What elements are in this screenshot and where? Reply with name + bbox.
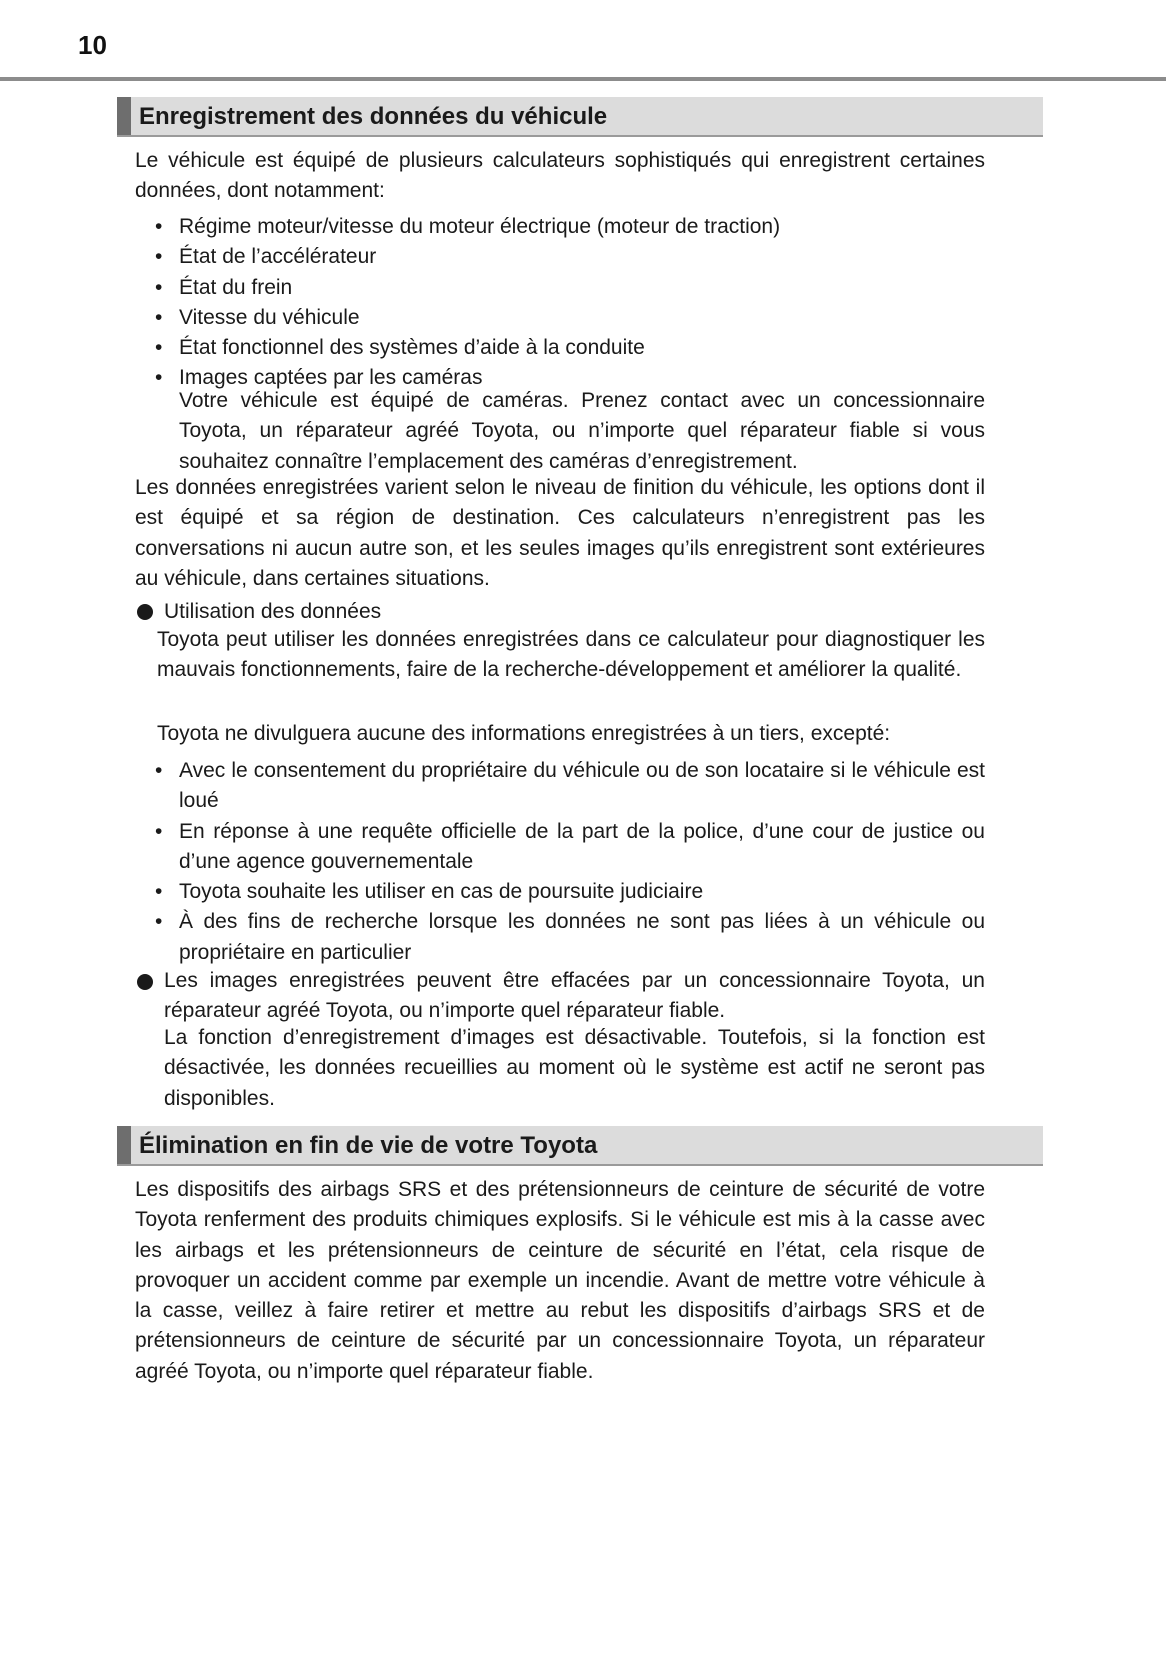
- section-title: Enregistrement des données du véhicule: [139, 103, 608, 130]
- header-divider: [0, 77, 1166, 81]
- list-item: • Vitesse du véhicule: [155, 305, 360, 329]
- recorded-data-list: [155, 212, 985, 394]
- section-title: Élimination en fin de vie de votre Toyota: [139, 1132, 598, 1159]
- disposal-paragraph: Les dispositifs des airbags SRS et des prétensionneurs de ceinture de sécurité de votre Toyota renferment des produits chimiques explosifs. Si le véhicule est mis à la casse avec les airbags et les prétensionneurs de ceinture de sécurité en l’état, cela risque de provoquer un accident comme par exemple un incendie. Avant de mettre votre véhicule à la casse, veillez à faire retirer et mettre au rebut les dispositifs d’airbags SRS et de prétensionneurs de ceinture de sécurité par un concessionnaire Toyota, un réparateur agréé Toyota, ou n’importe quel réparateur fiable.: [135, 1178, 985, 1383]
- list-item: • Images captées par les caméras: [155, 366, 483, 390]
- list-item: • En réponse à une requête officielle de la part de la police, d’une cour de justice ou d’une agence gouvernementale: [155, 819, 985, 873]
- list-item: • État du frein: [155, 275, 293, 299]
- intro-paragraph: Le véhicule est équipé de plusieurs calculateurs sophistiqués qui enregistrent certaines données, dont notamment:: [135, 149, 985, 203]
- list-item: • État de l’accélérateur: [155, 245, 377, 269]
- usage-heading: Utilisation des données: [164, 600, 382, 623]
- disclosure-paragraph: Toyota ne divulguera aucune des informations enregistrées à un tiers, excepté:: [157, 722, 891, 745]
- usage-paragraph: Toyota peut utiliser les données enregistrées dans ce calculateur pour diagnostiquer les mauvais fonctionnements, faire de la recherche-développement et améliorer la qualité.: [157, 628, 985, 682]
- images-paragraph-2: La fonction d’enregistrement d’images est désactivable. Toutefois, si la fonction est désactivée, les données recueillies au moment où le système est actif ne seront pas disponibles.: [164, 1026, 985, 1110]
- recorded-data-paragraph: Les données enregistrées varient selon le niveau de finition du véhicule, les options dont il est équipé et sa région de destination. Ces calculateurs n’enregistrent pas les conversations ni aucun autre son, et les seules images qu’ils enregistrent sont extérieures au véhicule, dans certaines situations.: [135, 476, 985, 590]
- section-marker: [117, 1126, 131, 1164]
- list-item: • Régime moteur/vitesse du moteur électrique (moteur de traction): [155, 215, 781, 238]
- bullet-disc-icon: [137, 974, 153, 990]
- page-number: 10: [78, 30, 107, 60]
- images-paragraph: Les images enregistrées peuvent être effacées par un concessionnaire Toyota, un réparateur agréé Toyota, ou n’importe quel réparateur fiable.: [164, 969, 985, 1023]
- section-header-data-recording: [117, 97, 1043, 137]
- section-marker: [117, 97, 131, 135]
- disclosure-list: [155, 756, 985, 968]
- list-item: • État fonctionnel des systèmes d’aide à la conduite: [155, 336, 645, 360]
- bullet-disc-icon: [137, 604, 153, 620]
- camera-note: Votre véhicule est équipé de caméras. Prenez contact avec un concessionnaire Toyota, un réparateur agréé Toyota, ou n’importe quel réparateur fiable si vous souhaitez connaître l’emplacement des caméras d’enregistrement.: [179, 389, 985, 473]
- list-item: • Avec le consentement du propriétaire du véhicule ou de son locataire si le véhicule est loué: [155, 759, 985, 813]
- list-item: • Toyota souhaite les utiliser en cas de poursuite judiciaire: [155, 880, 704, 904]
- section-header-end-of-life: [117, 1126, 1043, 1166]
- list-item: • À des fins de recherche lorsque les données ne sont pas liées à un véhicule ou propriétaire en particulier: [155, 910, 985, 964]
